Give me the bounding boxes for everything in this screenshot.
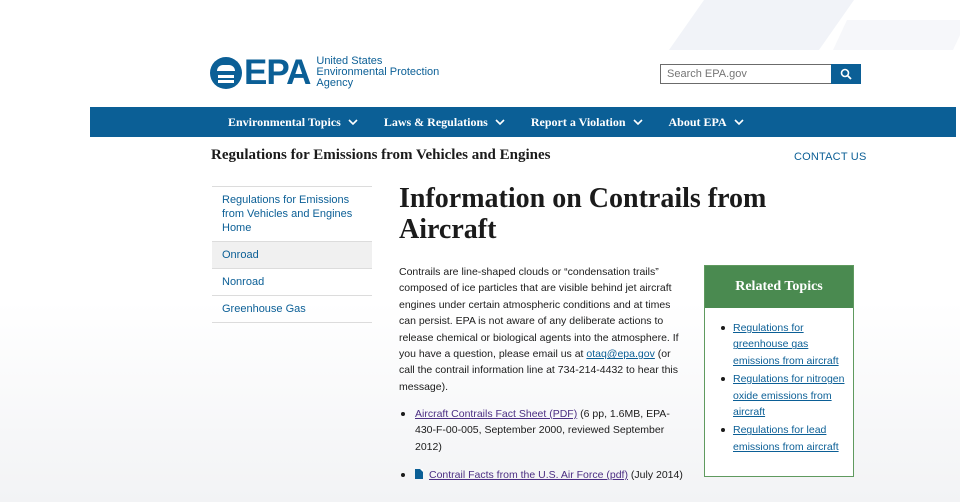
chevron-down-icon [734, 119, 744, 126]
agency-line: Agency [316, 77, 354, 89]
site-search [660, 64, 861, 84]
chevron-down-icon [633, 119, 643, 126]
list-item [399, 406, 689, 455]
sidebar-item-greenhouse-gas[interactable]: Greenhouse Gas [212, 296, 372, 323]
nav-environmental-topics[interactable] [228, 115, 358, 130]
fact-sheet-link[interactable]: Aircraft Contrails Fact Sheet (PDF) [415, 408, 578, 420]
search-icon [840, 68, 852, 80]
list-item [733, 320, 853, 369]
agency-line: United States [316, 55, 383, 67]
intro-text: (or call the contrail information line at 734-214-4432 to hear this message). [399, 348, 678, 393]
epa-seal-icon [210, 57, 242, 89]
nav-report-violation[interactable] [531, 115, 643, 130]
sidebar-item-home[interactable]: Regulations for Emissions from Vehicles and Engines Home [212, 187, 372, 242]
background-streak [669, 0, 861, 50]
list-item [733, 371, 853, 420]
search-input[interactable] [660, 64, 832, 84]
nav-label: About EPA [668, 114, 727, 129]
agency-name [316, 56, 439, 89]
chevron-down-icon [348, 119, 358, 126]
link-detail: (July 2014) [627, 469, 683, 482]
agency-line: Environmental Protection [316, 66, 440, 78]
chevron-down-icon [495, 119, 505, 126]
related-topics-box [704, 265, 854, 477]
nav-laws-regulations[interactable] [384, 115, 505, 130]
logo-word: EPA [244, 52, 311, 92]
intro-paragraph [399, 264, 684, 395]
list-item [399, 467, 689, 483]
sidebar-item-onroad[interactable]: Onroad [212, 242, 372, 269]
intro-text: Contrails are line-shaped clouds or “condensation trails” composed of ice particles that are visible behind jet aircraft engines under certain atmospheric conditions and at times can persist. EPA is not aware of any deliberate actions to release chemical or biological agents into the atmosphere. If you have a question, please email us at [399, 266, 679, 361]
nav-label: Laws & Regulations [383, 114, 488, 129]
resource-list [399, 406, 689, 484]
search-button[interactable] [831, 64, 861, 84]
list-item [733, 422, 853, 455]
related-link-lead[interactable]: Regulations for lead emissions from aircraft [733, 424, 839, 453]
main-nav [90, 107, 956, 137]
nav-label: Report a Violation [530, 114, 626, 129]
background-streak [833, 20, 960, 50]
nav-label: Environmental Topics [228, 114, 341, 129]
email-link[interactable]: otaq@epa.gov [586, 348, 655, 361]
sidebar-nav [212, 186, 372, 323]
related-link-nitrogen-oxide[interactable]: Regulations for nitrogen oxide emissions from aircraft [733, 373, 845, 419]
related-link-greenhouse[interactable]: Regulations for greenhouse gas emissions from aircraft [733, 322, 839, 367]
page-title: Information on Contrails from Aircraft [399, 183, 767, 245]
link-detail: (6 pp, 1.6MB, EPA-430-F-00-005, September 2000, reviewed September 2012) [415, 408, 670, 453]
nav-about-epa[interactable] [669, 115, 744, 130]
related-topics-heading: Related Topics [705, 266, 853, 308]
air-force-facts-link[interactable]: Contrail Facts from the U.S. Air Force (pdf) [429, 469, 628, 482]
pdf-file-icon [415, 469, 423, 479]
epa-logo[interactable] [210, 52, 440, 92]
related-topics-list [705, 320, 853, 455]
sidebar-item-nonroad[interactable]: Nonroad [212, 269, 372, 296]
contact-us-link[interactable]: CONTACT US [794, 151, 867, 163]
microsite-title[interactable]: Regulations for Emissions from Vehicles and Engines [211, 147, 551, 163]
